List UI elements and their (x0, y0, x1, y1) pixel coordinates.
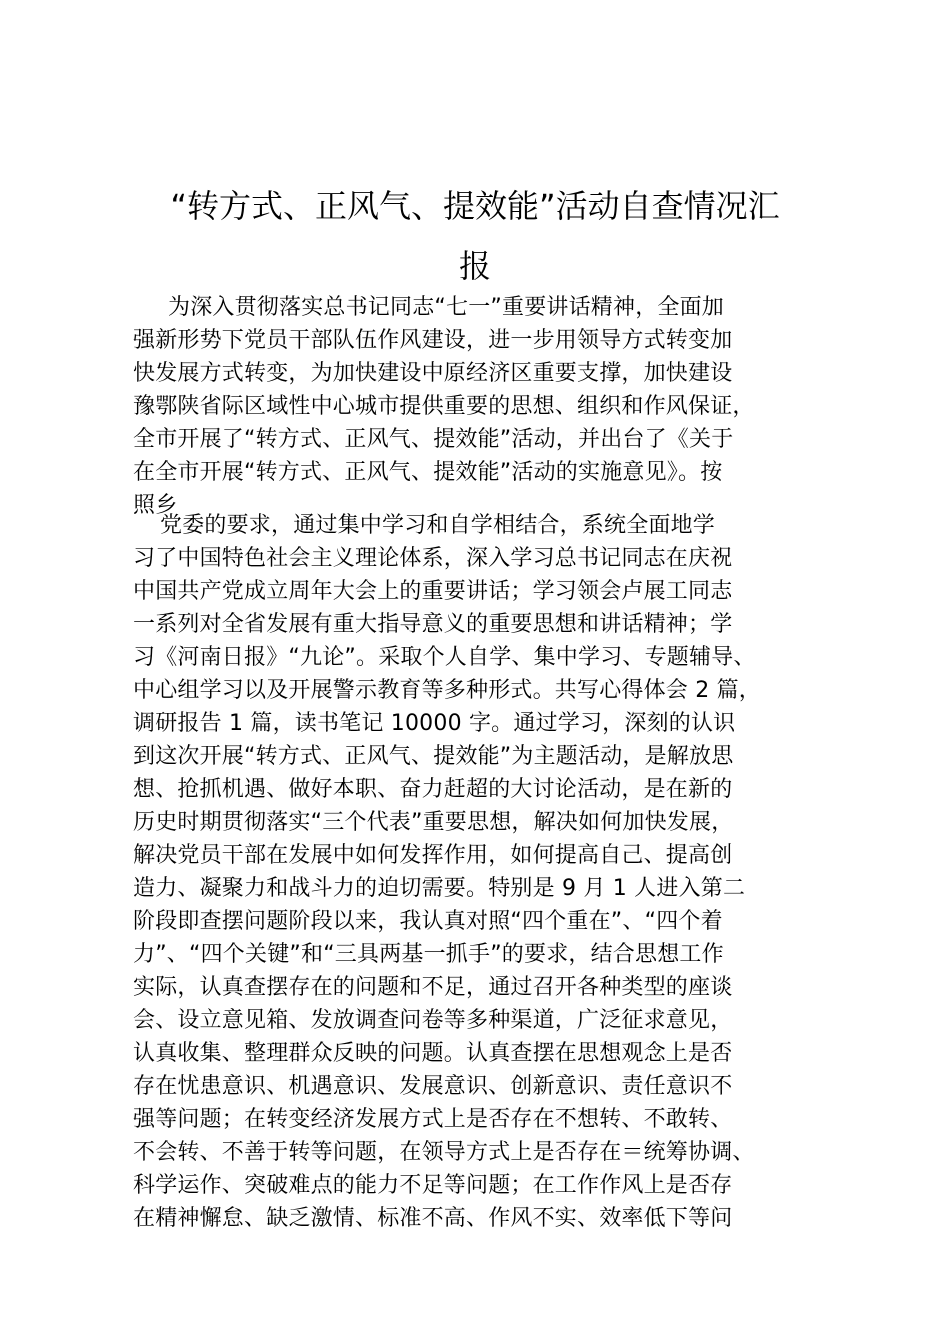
paragraph-2-line: 科学运作、突破难点的能力不足等问题；在工作作风上是否存 (133, 1173, 733, 1198)
paragraph-2-line: 想、抢抓机遇、做好本职、奋力赶超的大讨论活动，是在新的 (133, 777, 733, 802)
paragraph-2-line: 实际，认真查摆存在的问题和不足，通过召开各种类型的座谈 (133, 975, 733, 1000)
paragraph-2-line: 存在忧患意识、机遇意识、发展意识、创新意识、责任意识不 (133, 1074, 733, 1099)
paragraph-2-line: 认真收集、整理群众反映的问题。认真查摆在思想观念上是否 (133, 1041, 733, 1066)
paragraph-2-line: 力”、“四个关键”和“三具两基一抓手”的要求，结合思想工作 (133, 942, 724, 967)
paragraph-2-line: 中心组学习以及开展警示教育等多种形式。共写心得体会 2 篇， (133, 678, 761, 703)
paragraph-2-line: 到这次开展“转方式、正风气、提效能”为主题活动，是解放思 (133, 744, 734, 769)
paragraph-2-line: 在精神懈怠、缺乏激情、标准不高、作风不实、效率低下等问 (133, 1206, 733, 1231)
paragraph-1-line: 在全市开展“转方式、正风气、提效能”活动的实施意见》。按 (133, 460, 723, 485)
paragraph-2-line: 党委的要求，通过集中学习和自学相结合，系统全面地学 (160, 513, 716, 538)
paragraph-1-line: 全市开展了“转方式、正风气、提效能”活动，并出台了《关于 (133, 427, 734, 452)
paragraph-2-line: 历史时期贯彻落实“三个代表”重要思想，解决如何加快发展， (133, 810, 734, 835)
paragraph-2-line: 不会转、不善于转等问题，在领导方式上是否存在＝统筹协调、 (133, 1140, 755, 1165)
paragraph-1-line: 为深入贯彻落实总书记同志“七一”重要讲话精神，全面加 (168, 295, 724, 320)
paragraph-2-line: 会、设立意见箱、发放调查问卷等多种渠道，广泛征求意见， (133, 1008, 733, 1033)
paragraph-2-line: 解决党员干部在发展中如何发挥作用，如何提高自己、提高创 (133, 843, 733, 868)
document-title-continued: 报 (458, 247, 491, 285)
paragraph-2-line: 中国共产党成立周年大会上的重要讲话；学习领会卢展工同志 (133, 579, 733, 604)
paragraph-2-line: 一系列对全省发展有重大指导意义的重要思想和讲话精神；学 (133, 612, 733, 637)
paragraph-1-line: 豫鄂陕省际区域性中心城市提供重要的思想、组织和作风保证， (133, 394, 755, 419)
paragraph-2-line: 习了中国特色社会主义理论体系，深入学习总书记同志在庆祝 (133, 546, 733, 571)
paragraph-1-line: 快发展方式转变，为加快建设中原经济区重要支撑，加快建设 (133, 361, 733, 386)
paragraph-1-line: 强新形势下党员干部队伍作风建设，进一步用领导方式转变加 (133, 328, 733, 353)
document-title: “转方式、正风气、提效能”活动自查情况汇 (170, 187, 780, 225)
paragraph-2-line: 强等问题；在转变经济发展方式上是否存在不想转、不敢转、 (133, 1107, 733, 1132)
paragraph-2-line: 习《河南日报》“九论”。采取个人自学、集中学习、专题辅导、 (133, 645, 756, 670)
paragraph-2-line: 造力、凝聚力和战斗力的迫切需要。特别是 9 月 1 人进入第二 (133, 876, 746, 901)
paragraph-1-line: 照乡 (133, 493, 178, 518)
paragraph-2-line: 调研报告 1 篇，读书笔记 10000 字。通过学习，深刻的认识 (133, 711, 736, 736)
paragraph-2-line: 阶段即查摆问题阶段以来，我认真对照“四个重在”、“四个着 (133, 909, 723, 934)
